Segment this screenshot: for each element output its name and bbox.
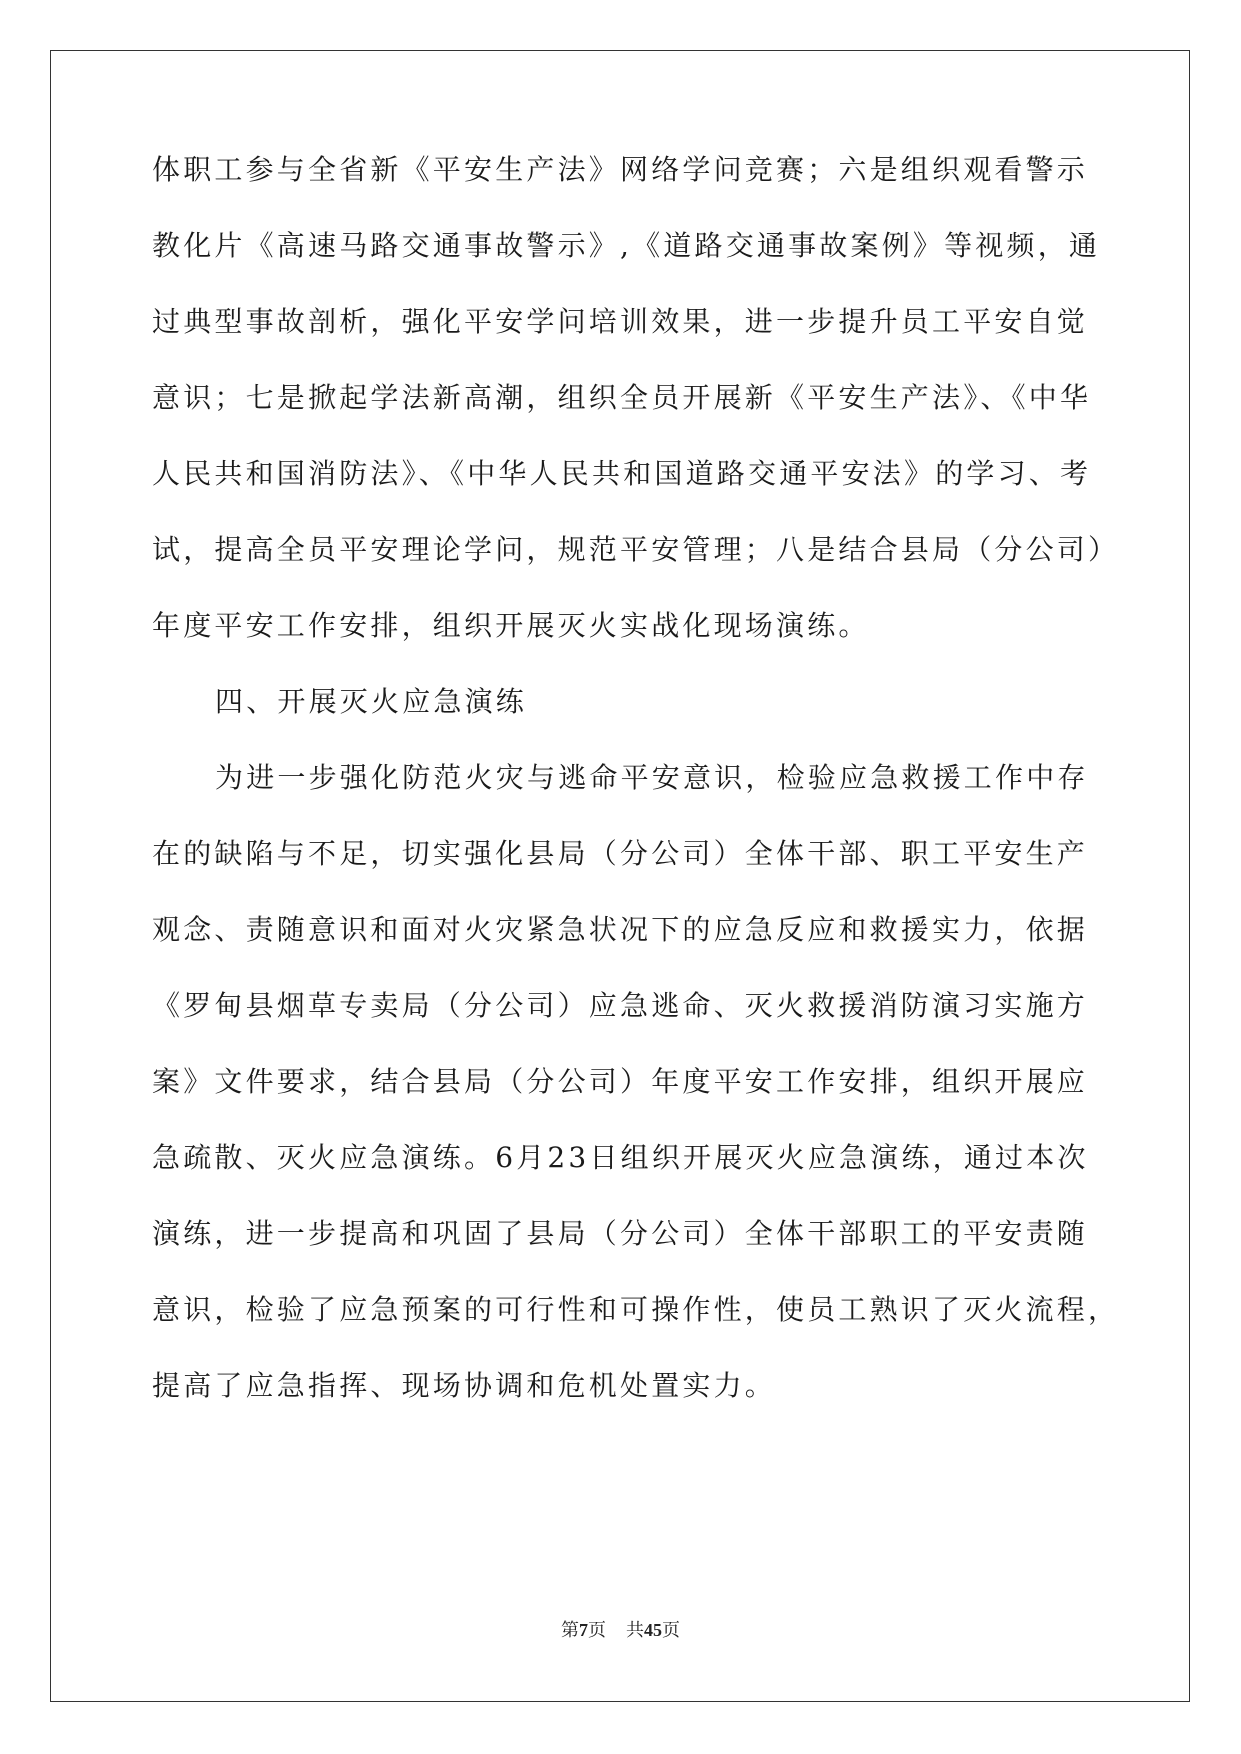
text-line: 体职工参与全省新《平安生产法》网络学问竞赛；六是组织观看警示 xyxy=(152,153,1089,186)
page-footer xyxy=(0,1618,1241,1642)
text-line: 为进一步强化防范火灾与逃命平安意识，检验应急救援工作中存 xyxy=(215,761,1089,794)
text-line: 演练，进一步提高和巩固了县局（分公司）全体干部职工的平安责随 xyxy=(152,1217,1089,1250)
text-line: 人民共和国消防法》、《中华人民共和国道路交通平安法》的学习、考 xyxy=(152,457,1092,490)
total-pages-number: 45 xyxy=(644,1620,662,1640)
text-line: 教化片《高速马路交通事故警示》,《道路交通事故案例》等视频，通 xyxy=(152,229,1101,262)
footer-total-prefix: 共 xyxy=(626,1620,644,1640)
footer-prefix: 第 xyxy=(561,1620,579,1640)
footer-total-unit: 页 xyxy=(662,1620,680,1640)
text-line: 案》文件要求，结合县局（分公司）年度平安工作安排，组织开展应 xyxy=(152,1065,1089,1098)
text-line: 试，提高全员平安理论学问，规范平安管理；八是结合县局（分公司） xyxy=(152,533,1120,566)
section-heading: 四、开展灭火应急演练 xyxy=(215,685,528,718)
text-line: 提高了应急指挥、现场协调和危机处置实力。 xyxy=(152,1369,777,1402)
text-line: 年度平安工作安排，组织开展灭火实战化现场演练。 xyxy=(152,609,870,642)
text-line: 急疏散、灭火应急演练。6月23日组织开展灭火应急演练，通过本次 xyxy=(152,1141,1089,1174)
text-line: 过典型事故剖析，强化平安学问培训效果，进一步提升员工平安自觉 xyxy=(152,305,1089,338)
text-line: 观念、责随意识和面对火灾紧急状况下的应急反应和救援实力，依据 xyxy=(152,913,1089,946)
text-line: 意识，检验了应急预案的可行性和可操作性，使员工熟识了灭火流程， xyxy=(152,1293,1120,1326)
current-page-number: 7 xyxy=(579,1620,588,1640)
text-line: 在的缺陷与不足，切实强化县局（分公司）全体干部、职工平安生产 xyxy=(152,837,1089,870)
footer-page-unit: 页 xyxy=(588,1620,606,1640)
text-line: 意识；七是掀起学法新高潮，组织全员开展新《平安生产法》、《中华 xyxy=(152,381,1092,414)
page-border xyxy=(50,50,1190,1702)
text-line: 《罗甸县烟草专卖局（分公司）应急逃命、灭火救援消防演习实施方 xyxy=(152,989,1089,1022)
